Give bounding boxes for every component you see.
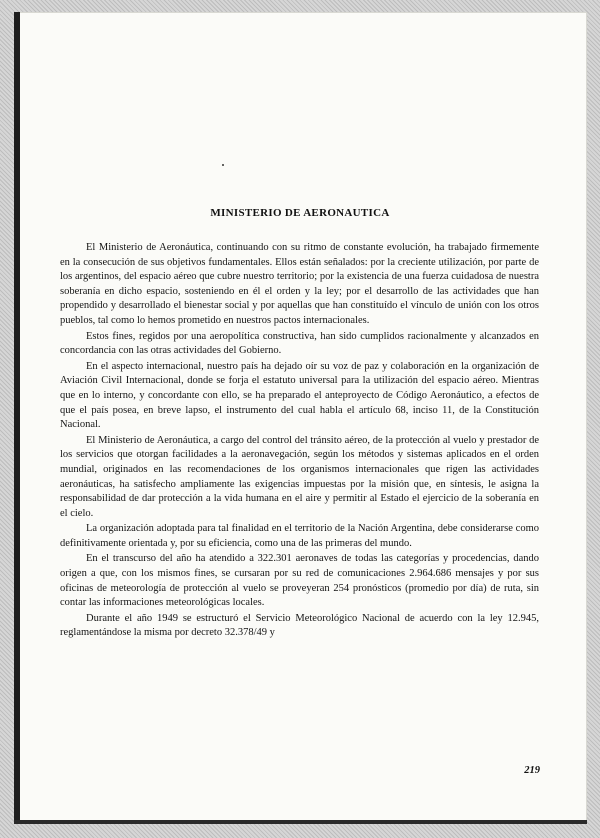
page-bottom-edge [14, 820, 587, 824]
page-title: MINISTERIO DE AERONAUTICA [210, 207, 390, 219]
body-text [60, 241, 539, 642]
paragraph: En el transcurso del año ha atendido a 322.301 aeronaves de todas las categorías y procedencias, dando origen a que, con los mismos fines, se cursaran por su red de comunicaciones 2.964.686 mensajes y por sus oficinas de meteorología de protección al vuelo se proveyeran 254 pronósticos (promedio por día) de ruta, sin contar las informaciones meteorológicas locales. [60, 553, 539, 609]
paragraph: Durante el año 1949 se estructuró el Servicio Meteorológico Nacional de acuerdo con la ley 12.945, reglamentándose la misma por decreto 32.378/49 y [60, 612, 539, 639]
paragraph: La organización adoptada para tal finalidad en el territorio de la Nación Argentina, debe considerarse como definitivamente orientada y, por su eficiencia, como una de las primeras del mundo. [60, 523, 539, 549]
scan-speck [222, 164, 224, 166]
paragraph: El Ministerio de Aeronáutica, a cargo del control del tránsito aéreo, de la protección al vuelo y prestador de los servicios que otorgan facilidades a la aeronavegación, según los métodos y sistemas aplicados en el orden mundial, originados en las recomendaciones de los organismos internacionales que rigen las actividades aeronáuticas, ha satisfecho ampliamente las exigencias impuestas por la misión que, en síntesis, le asigna la responsabilidad de dar protección a la vida humana en el aire y permitir al Estado el ejercicio de la soberanía en el cielo. [60, 434, 539, 519]
page-edge-shadow [14, 12, 20, 824]
paragraph: En el aspecto internacional, nuestro país ha dejado oír su voz de paz y colaboración en la organización de Aviación Civil Internacional, donde se forja el estatuto universal para la utilización del espacio aéreo. Mientras que en lo interno, y concordante con ello, se ha preparado el anteproyecto de Código Aeronáutico, a efectos de que el país posea, en breve lapso, el instrumento del cual habla el artículo 68, inciso 11, de la Constitución Nacional. [60, 360, 539, 431]
page-number: 219 [524, 765, 540, 776]
paragraph: El Ministerio de Aeronáutica, continuando con su ritmo de constante evolución, ha trabajado firmemente en la consecución de sus objetivos fundamentales. Ellos están señalados: por la creciente utilización, por parte de los argentinos, del espacio aéreo que cubre nuestro territorio; por la existencia de una fuerza cuidadosa de nuestra soberanía en dicho espacio, sosteniendo en él el orden y la ley; por el desarrollo de las actividades que han propendido y desarrollado el bienestar social y por aquellas que han constituído el vínculo de unión con los otros pueblos, tal como lo hemos prometido en nuestros pactos internacionales. [60, 242, 539, 326]
paragraph: Estos fines, regidos por una aeropolítica constructiva, han sido cumplidos racionalmente y alcanzados en concordancia con las otras actividades del Gobierno. [60, 330, 539, 357]
